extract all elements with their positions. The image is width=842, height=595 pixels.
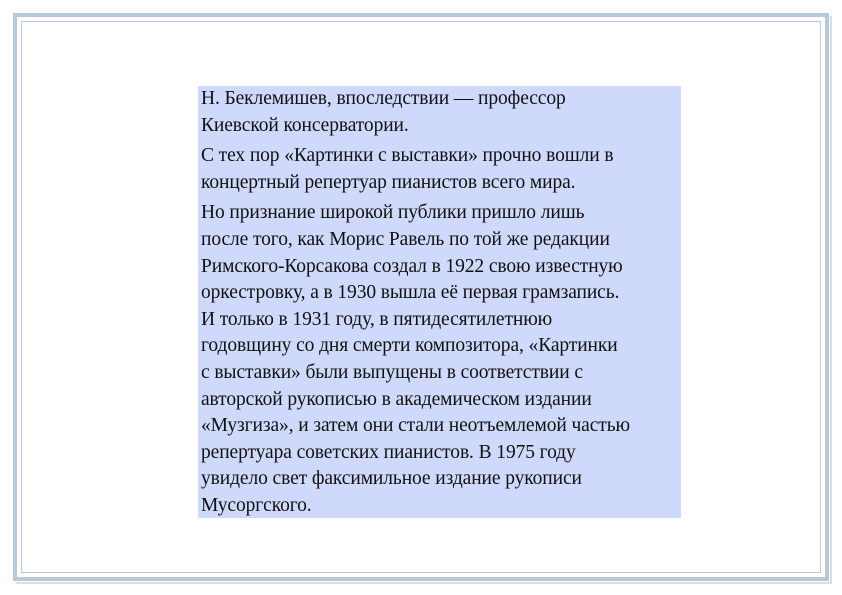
paragraph-3: Но признание широкой публики пришло лишь после того, как Морис Равель по той же редакции Римского-Корсакова создал в 1922 свою известную оркестровку, а в 1930 вышла её первая грамзапись. И только в 1931 году, в пятидесятилетнюю годовщину со дня смерти композитора, «Картинки с выставки» были выпущены в соответствии с авторской рукописью в академическом издании «Музгиза», и затем они стали неотъемлемой частью репертуара советских пианистов. В 1975 году увидело свет факсимильное издание рукописи Мусоргского. — [201, 202, 630, 516]
text-block — [198, 86, 681, 518]
paragraph-1: Н. Беклемишев, впоследствии — профессор Киевской консерватории. — [201, 88, 566, 136]
paragraph-2: С тех пор «Картинки с выставки» прочно вошли в концертный репертуар пианистов всего мира. — [201, 145, 614, 193]
